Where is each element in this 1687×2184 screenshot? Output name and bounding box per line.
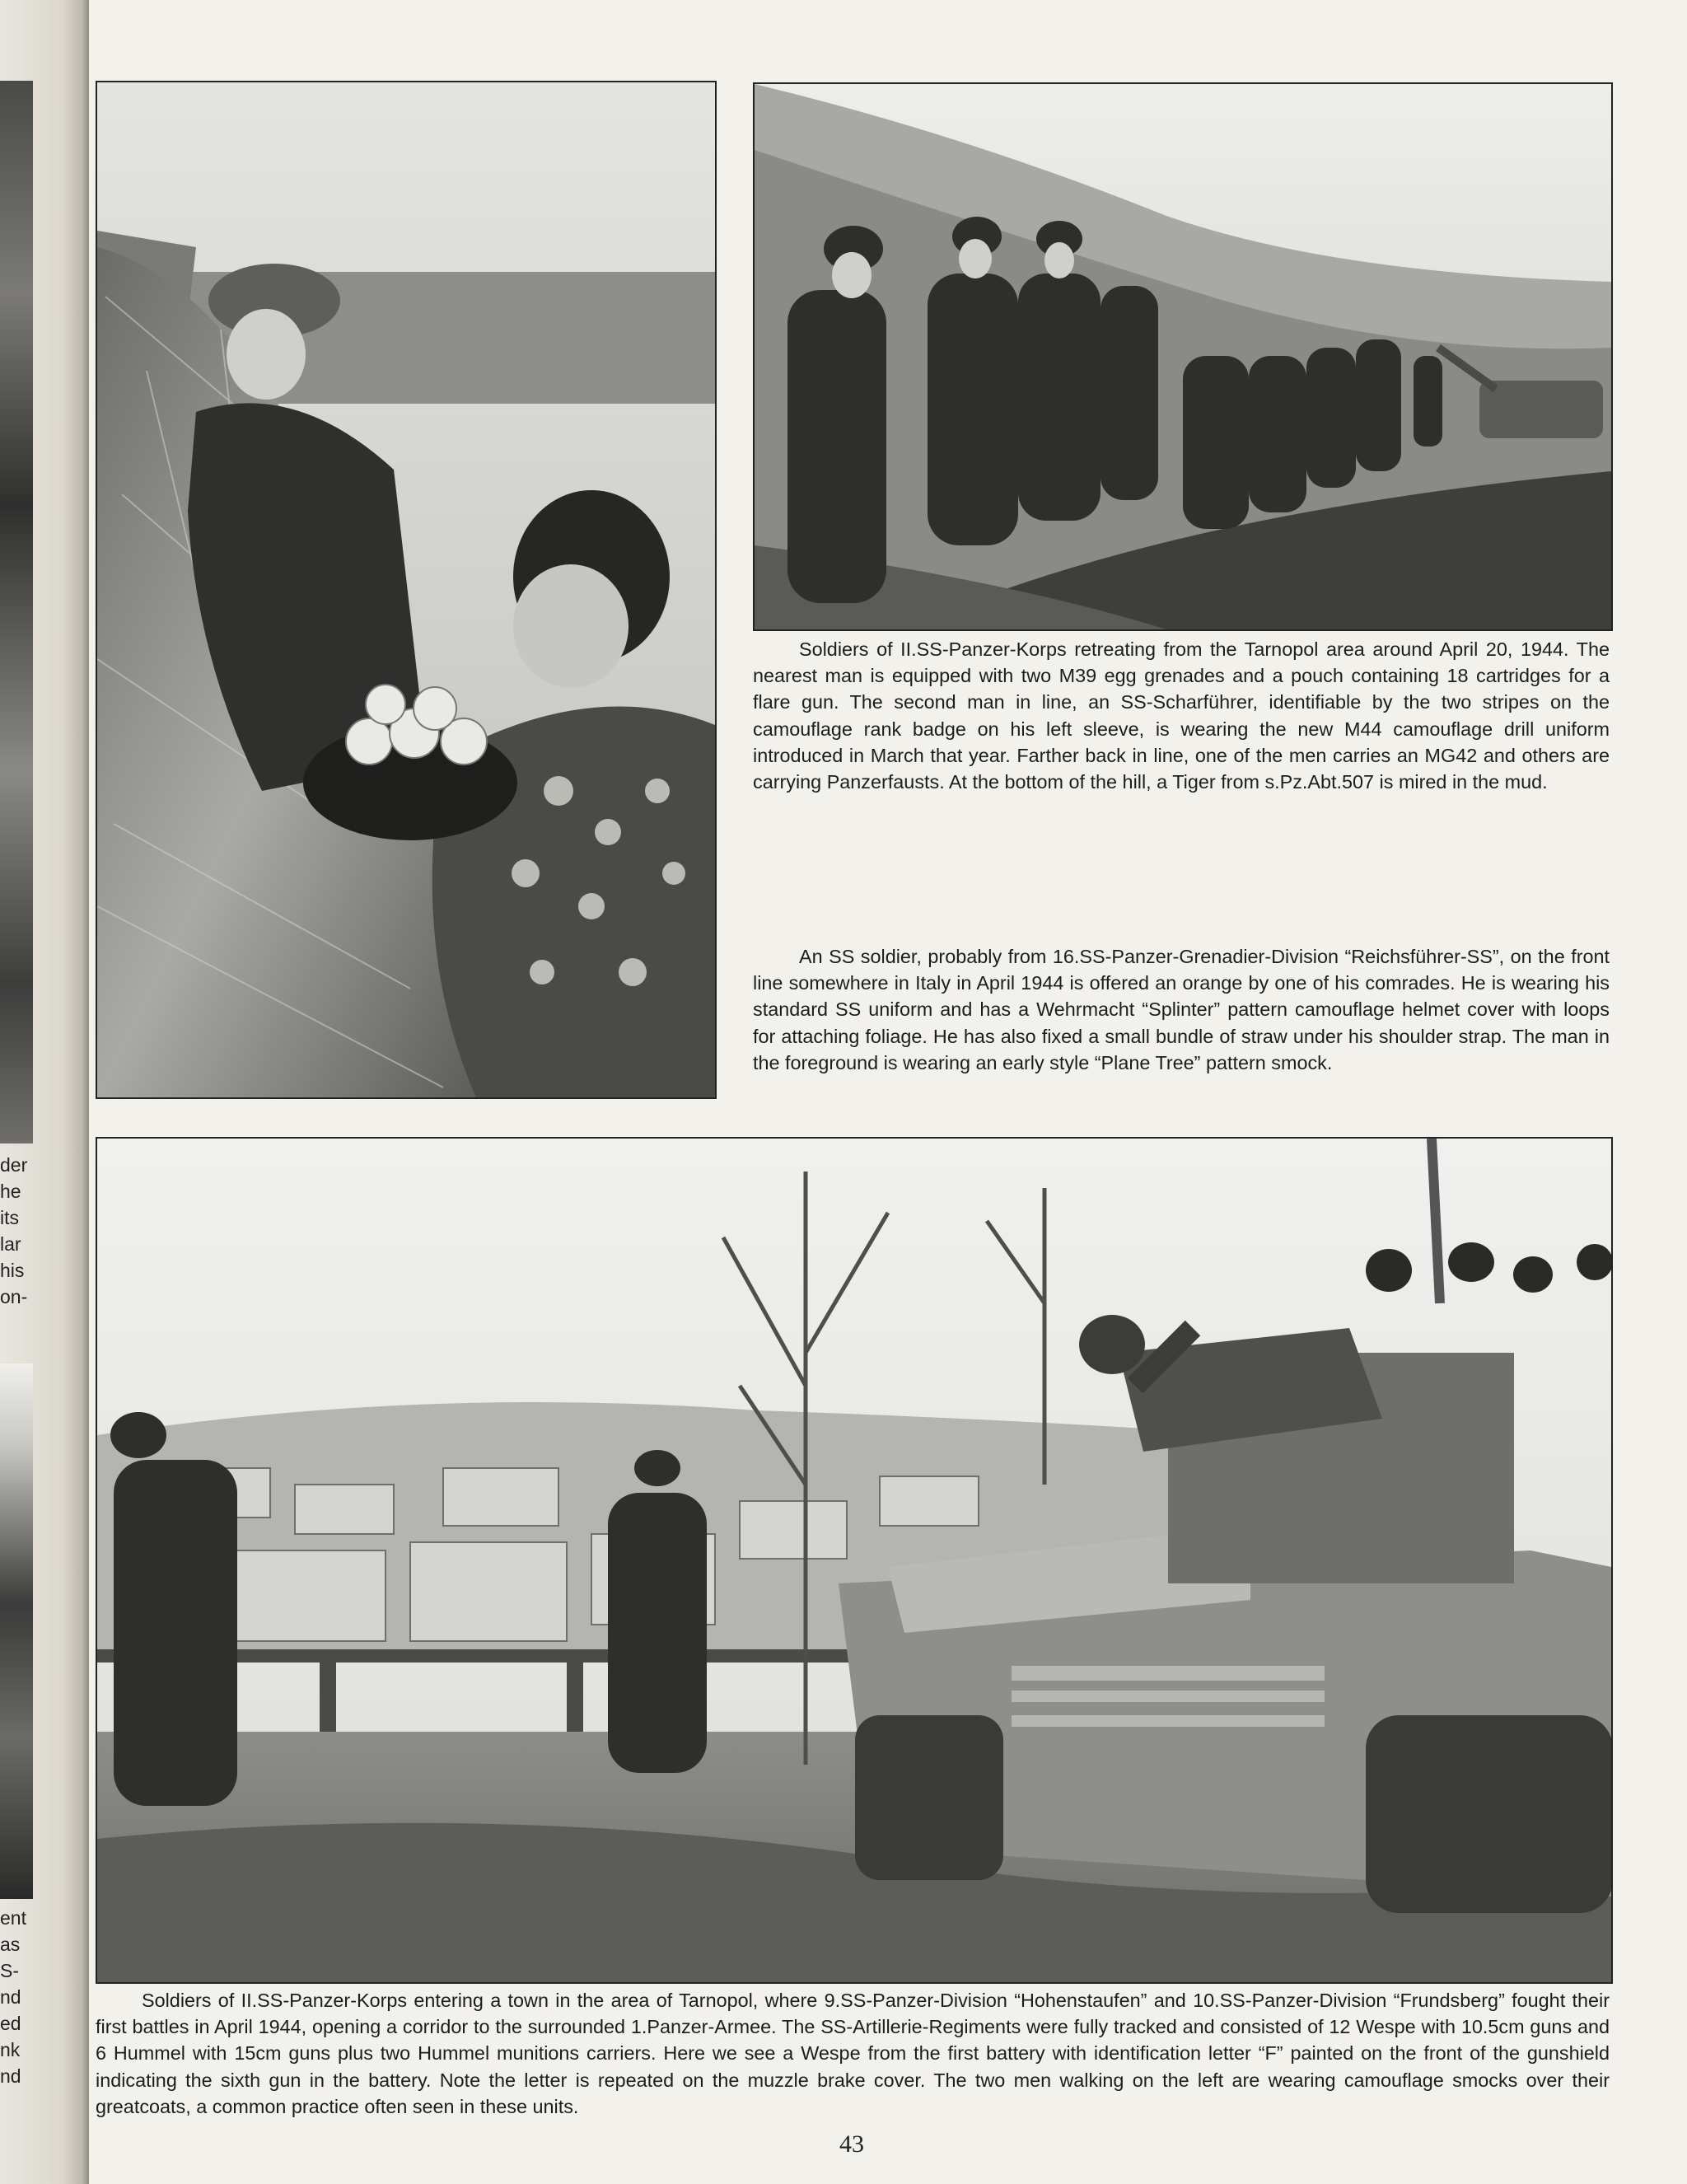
photo-wespe-town bbox=[96, 1137, 1613, 1984]
previous-page-text-lower: ent as S- nd ed nk nd bbox=[0, 1907, 26, 2087]
photo-soldiers-retreating-hillside-icon bbox=[755, 84, 1611, 629]
photo-orange-exchange bbox=[96, 81, 717, 1099]
caption-retreating-column: Soldiers of II.SS-Panzer-Korps retreating from the Tarnopol area around April 20, 1944. The nearest man is equipped with two M39 egg grenades and a pouch containing 18 cartridges for a flare gun. The second man in line, an SS-Scharführer, identifiable by the two stripes on the camouflage rank badge on his left sleeve, is wearing the new M44 camouflage drill uniform introduced in March that year. Farther back in line, one of the men carries an MG42 and others are carrying Panzerfausts. At the bottom of the hill, a Tiger from s.Pz.Abt.507 is mired in the mud. bbox=[753, 638, 1610, 793]
previous-page-photo-strip bbox=[0, 81, 33, 1143]
photo-retreating-column bbox=[753, 82, 1613, 631]
previous-page-text-upper: der he its lar his on- bbox=[0, 1154, 28, 1307]
caption-orange-exchange: An SS soldier, probably from 16.SS-Panzer-Grenadier-Division “Reichsführer-SS”, on the front line somewhere in Italy in April 1944 is offered an orange by one of his comrades. He is wearing his standard SS uniform and has a Wehrmacht “Splinter” pattern camouflage helmet cover with loops for attaching foliage. He has also fixed a small bundle of straw under his shoulder strap. The man in the foreground is wearing an early style “Plane Tree” pattern smock. bbox=[753, 946, 1610, 1073]
previous-page-photo-strip-lower bbox=[0, 1363, 33, 1899]
caption-wespe-town: Soldiers of II.SS-Panzer-Korps entering a town in the area of Tarnopol, where 9.SS-Panzer-Division “Hohenstaufen” and 10.SS-Panzer-Division “Frundsberg” fought their first battles in April 1944, opening a corridor to the surrounded 1.Panzer-Armee. The SS-Artillerie-Regiments were fully tracked and consisted of 12 Wespe with 10.5cm guns and 6 Hummel with 15cm guns plus two Hummel munitions carriers. Here we see a Wespe from the first battery with identification letter “F” painted on the front of the gunshield indicating the sixth gun in the battery. Note the letter is repeated on the muzzle brake cover. The two men walking on the left are wearing camouflage smocks over their greatcoats, a common practice often seen in these units. bbox=[96, 1990, 1610, 2117]
photo-wespe-entering-town-icon bbox=[97, 1139, 1611, 1982]
page-number: 43 bbox=[839, 2130, 864, 2158]
photo-soldiers-orange-exchange-icon bbox=[97, 82, 715, 1097]
